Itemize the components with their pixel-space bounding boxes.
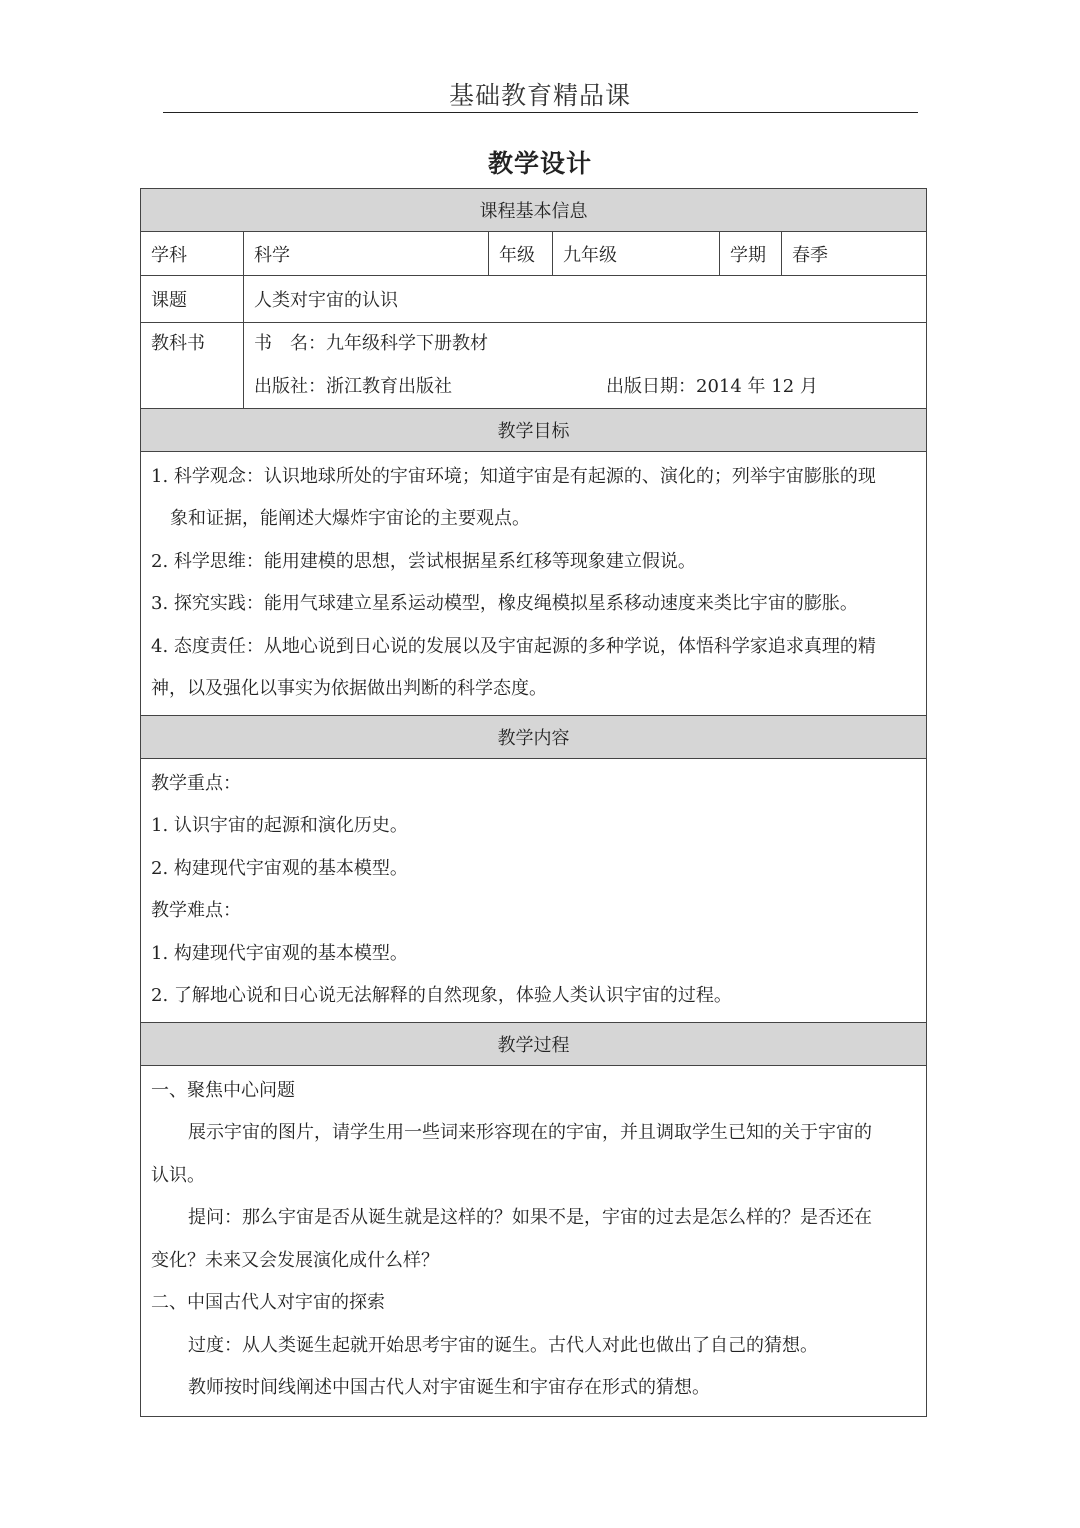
publish-date: 出版日期：2014 年 12 月	[606, 375, 818, 397]
publisher: 出版社：浙江教育出版社	[254, 375, 452, 397]
term-value: 春季	[782, 232, 927, 276]
publisher-line	[254, 366, 916, 408]
header-title: 基础教育精品课	[448, 81, 631, 110]
process-paragraph: 教师按时间线阐述中国古代人对宇宙诞生和宇宙存在形式的猜想。	[188, 1377, 710, 1398]
section-header-goals: 教学目标	[141, 408, 927, 451]
info-row-subject	[141, 232, 927, 276]
goal-line: 神，以及强化以事实为依据做出判断的科学态度。	[151, 678, 547, 699]
goal-line: 4. 态度责任：从地心说到日心说的发展以及宇宙起源的多种学说，体悟科学家追求真理的精	[151, 635, 876, 657]
goal-line: 象和证据，能阐述大爆炸宇宙论的主要观点。	[170, 508, 530, 529]
process-heading: 一、聚焦中心问题	[151, 1079, 295, 1101]
key-point-item: 1. 认识宇宙的起源和演化历史。	[151, 815, 408, 836]
subject-value: 科学	[244, 232, 489, 276]
section-header-content: 教学内容	[141, 715, 927, 758]
term-label: 学期	[720, 232, 782, 276]
grade-value: 九年级	[553, 232, 720, 276]
process-paragraph: 变化？未来又会发展演化成什么样？	[151, 1249, 439, 1271]
key-points-label: 教学重点：	[151, 772, 241, 794]
goal-line: 2. 科学思维：能用建模的思想，尝试根据星系红移等现象建立假说。	[151, 550, 696, 572]
topic-label: 课题	[141, 276, 244, 323]
subject-label: 学科	[141, 232, 244, 276]
difficult-point-item: 2. 了解地心说和日心说无法解释的自然现象，体验人类认识宇宙的过程。	[151, 985, 732, 1006]
textbook-label-text: 教科书	[151, 333, 205, 354]
goal-line: 1. 科学观念：认识地球所处的宇宙环境；知道宇宙是有起源的、演化的；列举宇宙膨胀的现	[151, 465, 876, 487]
topic-value: 人类对宇宙的认识	[244, 276, 927, 323]
textbook-details	[244, 323, 927, 409]
process-paragraph: 展示宇宙的图片，请学生用一些词来形容现在的宇宙，并且调取学生已知的关于宇宙的	[188, 1122, 872, 1143]
process-paragraph: 认识。	[151, 1164, 205, 1186]
key-point-item: 2. 构建现代宇宙观的基本模型。	[151, 857, 408, 879]
document-title: 教学设计	[487, 149, 592, 178]
difficult-point-item: 1. 构建现代宇宙观的基本模型。	[151, 942, 408, 964]
goals-block	[141, 451, 927, 715]
textbook-label	[141, 323, 244, 409]
book-name: 书 名：九年级科学下册教材	[254, 333, 488, 354]
content-block	[141, 758, 927, 1022]
info-row-topic	[141, 276, 927, 323]
header-divider	[163, 112, 918, 113]
grade-label: 年级	[489, 232, 553, 276]
info-row-textbook	[141, 323, 927, 409]
difficult-points-label: 教学难点：	[151, 900, 241, 921]
process-paragraph: 提问：那么宇宙是否从诞生就是这样的？如果不是，宇宙的过去是怎么样的？是否还在	[188, 1207, 872, 1228]
goal-line: 3. 探究实践：能用气球建立星系运动模型，橡皮绳模拟星系移动速度来类比宇宙的膨胀。	[151, 593, 858, 614]
lesson-design-table	[140, 188, 927, 1417]
section-header-basic-info: 课程基本信息	[141, 189, 927, 232]
section-header-process: 教学过程	[141, 1022, 927, 1065]
process-paragraph: 过度：从人类诞生起就开始思考宇宙的诞生。古代人对此也做出了自己的猜想。	[188, 1334, 818, 1356]
process-block	[141, 1065, 927, 1416]
process-heading: 二、中国古代人对宇宙的探索	[151, 1292, 385, 1313]
